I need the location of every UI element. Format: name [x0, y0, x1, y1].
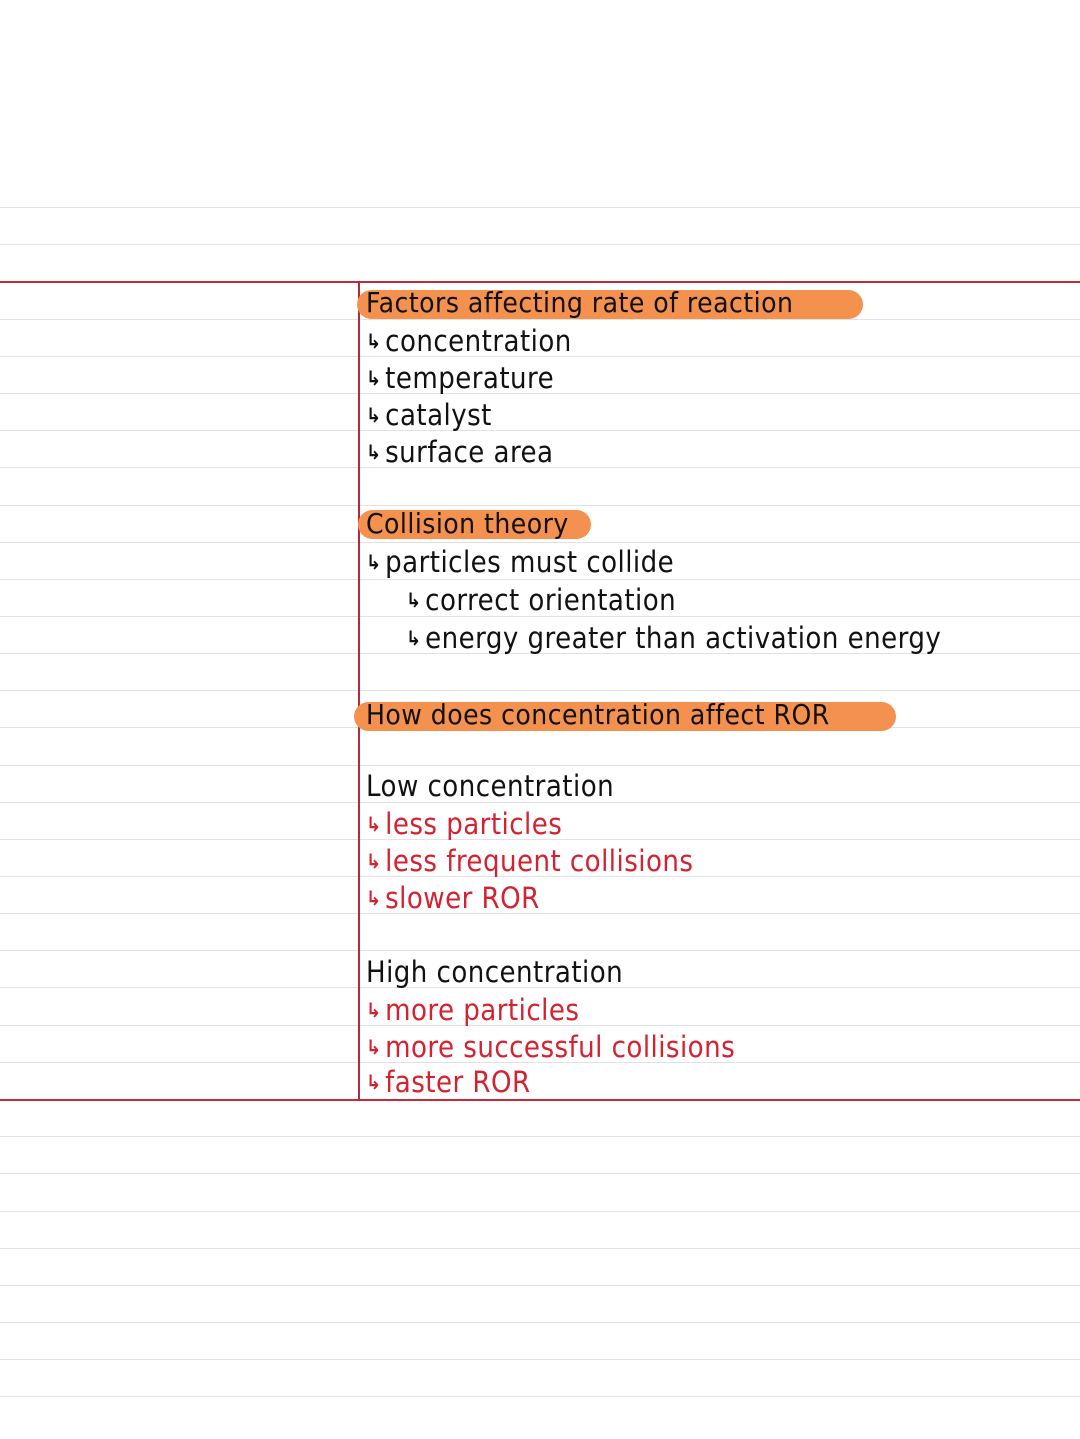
list-item: ↳ surface area [366, 435, 554, 469]
ruled-line [0, 1136, 1080, 1137]
hooked-arrow-icon: ↳ [366, 886, 382, 910]
ruled-line [0, 1173, 1080, 1174]
list-item: ↳ more successful collisions [366, 1030, 736, 1064]
ruled-line [0, 950, 1080, 951]
hooked-arrow-icon: ↳ [406, 626, 422, 650]
heading-factors: Factors affecting rate of reaction [366, 286, 794, 319]
ruled-line [0, 207, 1080, 208]
hooked-arrow-icon: ↳ [366, 329, 382, 353]
list-item: ↳ particles must collide [366, 545, 675, 579]
hooked-arrow-icon: ↳ [406, 588, 422, 612]
ruled-line [0, 1322, 1080, 1323]
hooked-arrow-icon: ↳ [366, 1035, 382, 1059]
ruled-line [0, 1211, 1080, 1212]
list-item: ↳ slower ROR [366, 881, 540, 915]
ruled-line [0, 542, 1080, 543]
subheading-high: High concentration [366, 955, 624, 989]
ruled-line [0, 244, 1080, 245]
ruled-line [0, 579, 1080, 580]
list-subitem: ↳ correct orientation [406, 583, 677, 617]
ruled-line [0, 913, 1080, 914]
heading-collision: Collision theory [366, 507, 569, 540]
subheading-low: Low concentration [366, 769, 615, 803]
list-item: ↳ catalyst [366, 398, 492, 432]
top-margin-line [0, 281, 1080, 283]
hooked-arrow-icon: ↳ [366, 1070, 382, 1094]
ruled-line [0, 690, 1080, 691]
hooked-arrow-icon: ↳ [366, 366, 382, 390]
ruled-line [0, 765, 1080, 766]
ruled-line [0, 430, 1080, 431]
list-item: ↳ faster ROR [366, 1065, 531, 1099]
hooked-arrow-icon: ↳ [366, 440, 382, 464]
ruled-line [0, 1248, 1080, 1249]
list-item: ↳ more particles [366, 993, 580, 1027]
list-item: ↳ concentration [366, 324, 572, 358]
left-margin-line [358, 281, 360, 1101]
bottom-margin-line [0, 1099, 1080, 1101]
list-item: ↳ temperature [366, 361, 555, 395]
heading-concentration: How does concentration affect ROR [366, 698, 830, 731]
list-subitem: ↳ energy greater than activation energy [406, 621, 942, 655]
hooked-arrow-icon: ↳ [366, 812, 382, 836]
ruled-line [0, 1396, 1080, 1397]
hooked-arrow-icon: ↳ [366, 998, 382, 1022]
ruled-line [0, 505, 1080, 506]
hooked-arrow-icon: ↳ [366, 550, 382, 574]
list-item: ↳ less frequent collisions [366, 844, 694, 878]
hooked-arrow-icon: ↳ [366, 403, 382, 427]
ruled-line [0, 1359, 1080, 1360]
ruled-line [0, 1285, 1080, 1286]
list-item: ↳ less particles [366, 807, 563, 841]
hooked-arrow-icon: ↳ [366, 849, 382, 873]
